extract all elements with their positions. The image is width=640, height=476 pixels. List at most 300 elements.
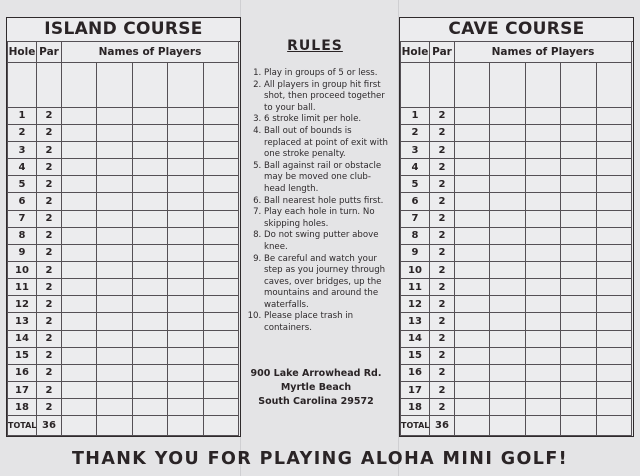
score-cell[interactable] — [62, 347, 97, 364]
total-score-cell[interactable] — [455, 416, 490, 436]
score-cell[interactable] — [490, 296, 525, 313]
hole-number: 7 — [401, 210, 430, 227]
score-cell[interactable] — [97, 193, 132, 210]
par-value: 2 — [430, 313, 455, 330]
hole-number: 9 — [8, 244, 37, 261]
score-cell[interactable] — [97, 399, 132, 416]
score-cell[interactable] — [490, 382, 525, 399]
total-score-cell[interactable] — [97, 416, 132, 436]
score-cell[interactable] — [490, 364, 525, 381]
score-cell[interactable] — [62, 330, 97, 347]
score-cell[interactable] — [168, 124, 203, 141]
score-cell[interactable] — [132, 262, 167, 279]
score-cell[interactable] — [490, 124, 525, 141]
score-cell[interactable] — [455, 227, 490, 244]
player-name-cell[interactable] — [490, 62, 525, 107]
score-cell[interactable] — [168, 176, 203, 193]
score-cell[interactable] — [168, 382, 203, 399]
total-score-cell[interactable] — [596, 416, 631, 436]
score-cell[interactable] — [525, 296, 560, 313]
score-cell[interactable] — [490, 142, 525, 159]
score-cell[interactable] — [561, 227, 596, 244]
score-cell[interactable] — [525, 347, 560, 364]
score-cell[interactable] — [132, 244, 167, 261]
score-cell[interactable] — [168, 399, 203, 416]
address-block — [236, 367, 396, 410]
table-row — [401, 330, 632, 347]
player-name-cell[interactable] — [62, 62, 97, 107]
table-row — [8, 142, 239, 159]
table-row — [8, 382, 239, 399]
par-header: Par — [430, 42, 455, 63]
score-cell[interactable] — [596, 262, 631, 279]
score-cell[interactable] — [62, 279, 97, 296]
score-cell[interactable] — [490, 159, 525, 176]
score-cell[interactable] — [596, 210, 631, 227]
score-cell[interactable] — [525, 279, 560, 296]
score-cell[interactable] — [455, 159, 490, 176]
hole-number: 17 — [401, 382, 430, 399]
score-cell[interactable] — [62, 244, 97, 261]
score-cell[interactable] — [596, 176, 631, 193]
score-cell[interactable] — [132, 142, 167, 159]
par-value: 2 — [430, 107, 455, 124]
score-cell[interactable] — [455, 382, 490, 399]
score-cell[interactable] — [525, 210, 560, 227]
score-cell[interactable] — [168, 227, 203, 244]
score-cell[interactable] — [168, 330, 203, 347]
hole-number: 9 — [401, 244, 430, 261]
par-value: 2 — [430, 193, 455, 210]
score-cell[interactable] — [132, 176, 167, 193]
score-cell[interactable] — [596, 330, 631, 347]
par-value: 2 — [37, 176, 62, 193]
par-value: 2 — [430, 347, 455, 364]
blank-cell — [430, 62, 455, 107]
table-row — [8, 296, 239, 313]
score-cell[interactable] — [525, 399, 560, 416]
table-row — [8, 244, 239, 261]
score-cell[interactable] — [561, 210, 596, 227]
score-cell[interactable] — [561, 124, 596, 141]
score-cell[interactable] — [455, 176, 490, 193]
par-value: 2 — [430, 176, 455, 193]
score-cell[interactable] — [203, 244, 238, 261]
score-cell[interactable] — [596, 399, 631, 416]
score-cell[interactable] — [168, 244, 203, 261]
par-header: Par — [37, 42, 62, 63]
hole-number: 6 — [8, 193, 37, 210]
score-cell[interactable] — [561, 399, 596, 416]
par-value: 2 — [37, 210, 62, 227]
player-names-row — [8, 62, 239, 107]
hole-number: 10 — [8, 262, 37, 279]
score-cell[interactable] — [203, 382, 238, 399]
total-label: TOTAL — [401, 416, 430, 436]
score-cell[interactable] — [62, 296, 97, 313]
total-score-cell[interactable] — [490, 416, 525, 436]
par-value: 2 — [430, 159, 455, 176]
score-cell[interactable] — [168, 142, 203, 159]
score-cell[interactable] — [97, 347, 132, 364]
score-cell[interactable] — [561, 159, 596, 176]
total-score-cell[interactable] — [525, 416, 560, 436]
score-cell[interactable] — [62, 193, 97, 210]
score-cell[interactable] — [455, 142, 490, 159]
score-cell[interactable] — [168, 262, 203, 279]
score-cell[interactable] — [455, 330, 490, 347]
score-cell[interactable] — [525, 330, 560, 347]
thank-you-banner: THANK YOU FOR PLAYING ALOHA MINI GOLF! — [71, 449, 569, 469]
par-value: 2 — [37, 107, 62, 124]
score-cell[interactable] — [490, 210, 525, 227]
rules-panel — [250, 38, 390, 335]
score-cell[interactable] — [132, 210, 167, 227]
score-cell[interactable] — [203, 279, 238, 296]
rule-item: 6. Ball nearest hole putts first. — [264, 196, 390, 208]
table-row — [401, 193, 632, 210]
score-cell[interactable] — [561, 244, 596, 261]
par-value: 2 — [37, 193, 62, 210]
score-cell[interactable] — [561, 107, 596, 124]
score-cell[interactable] — [561, 279, 596, 296]
player-name-cell[interactable] — [596, 62, 631, 107]
score-cell[interactable] — [62, 227, 97, 244]
hole-number: 8 — [401, 227, 430, 244]
blank-cell — [8, 62, 37, 107]
player-name-cell[interactable] — [455, 62, 490, 107]
score-cell[interactable] — [455, 364, 490, 381]
score-cell[interactable] — [490, 262, 525, 279]
table-row — [8, 347, 239, 364]
score-cell[interactable] — [203, 124, 238, 141]
score-cell[interactable] — [132, 347, 167, 364]
score-cell[interactable] — [561, 193, 596, 210]
score-cell[interactable] — [97, 124, 132, 141]
player-names-row — [401, 62, 632, 107]
score-cell[interactable] — [490, 279, 525, 296]
score-cell[interactable] — [596, 244, 631, 261]
score-cell[interactable] — [97, 244, 132, 261]
score-cell[interactable] — [561, 176, 596, 193]
par-value: 2 — [430, 399, 455, 416]
score-cell[interactable] — [62, 176, 97, 193]
score-cell[interactable] — [525, 107, 560, 124]
player-name-cell[interactable] — [132, 62, 167, 107]
score-cell[interactable] — [62, 364, 97, 381]
score-cell[interactable] — [455, 193, 490, 210]
par-value: 2 — [430, 262, 455, 279]
total-row — [8, 416, 239, 436]
table-row — [401, 296, 632, 313]
par-value: 2 — [37, 382, 62, 399]
score-cell[interactable] — [596, 382, 631, 399]
hole-number: 14 — [401, 330, 430, 347]
player-name-cell[interactable] — [97, 62, 132, 107]
score-cell[interactable] — [168, 159, 203, 176]
score-cell[interactable] — [455, 124, 490, 141]
rules-list — [250, 68, 390, 335]
score-cell[interactable] — [97, 296, 132, 313]
rule-item: 2. All players in group hit first shot, then proceed together to your ball. — [264, 80, 390, 115]
total-score-cell[interactable] — [62, 416, 97, 436]
player-name-cell[interactable] — [203, 62, 238, 107]
score-cell[interactable] — [168, 313, 203, 330]
hole-number: 1 — [401, 107, 430, 124]
score-cell[interactable] — [132, 124, 167, 141]
score-cell[interactable] — [455, 399, 490, 416]
score-cell[interactable] — [132, 296, 167, 313]
score-cell[interactable] — [62, 210, 97, 227]
score-cell[interactable] — [596, 279, 631, 296]
par-value: 2 — [37, 330, 62, 347]
score-cell[interactable] — [490, 193, 525, 210]
rule-item: 1. Play in groups of 5 or less. — [264, 68, 390, 80]
score-cell[interactable] — [203, 364, 238, 381]
score-cell[interactable] — [97, 159, 132, 176]
score-cell[interactable] — [490, 330, 525, 347]
par-value: 2 — [37, 296, 62, 313]
score-cell[interactable] — [455, 279, 490, 296]
score-cell[interactable] — [455, 347, 490, 364]
rules-title: RULES — [287, 38, 343, 54]
score-cell[interactable] — [203, 159, 238, 176]
island-course-table — [7, 41, 239, 436]
par-value: 2 — [37, 364, 62, 381]
hole-number: 1 — [8, 107, 37, 124]
score-cell[interactable] — [132, 382, 167, 399]
rule-item: 3. 6 stroke limit per hole. — [264, 114, 390, 126]
score-cell[interactable] — [168, 364, 203, 381]
score-cell[interactable] — [132, 313, 167, 330]
table-header-row — [8, 42, 239, 63]
player-name-cell[interactable] — [561, 62, 596, 107]
score-cell[interactable] — [97, 142, 132, 159]
score-cell[interactable] — [455, 210, 490, 227]
par-value: 2 — [37, 262, 62, 279]
score-cell[interactable] — [97, 364, 132, 381]
hole-number: 8 — [8, 227, 37, 244]
score-cell[interactable] — [561, 296, 596, 313]
score-cell[interactable] — [455, 296, 490, 313]
score-cell[interactable] — [203, 142, 238, 159]
score-cell[interactable] — [561, 330, 596, 347]
score-cell[interactable] — [97, 330, 132, 347]
par-value: 2 — [37, 399, 62, 416]
blank-cell — [37, 62, 62, 107]
score-cell[interactable] — [97, 313, 132, 330]
players-header: Names of Players — [62, 42, 239, 63]
hole-header: Hole — [8, 42, 37, 63]
score-cell[interactable] — [596, 142, 631, 159]
par-value: 2 — [430, 244, 455, 261]
score-cell[interactable] — [525, 244, 560, 261]
score-cell[interactable] — [203, 330, 238, 347]
island-course-title: ISLAND COURSE — [7, 18, 240, 42]
score-cell[interactable] — [525, 364, 560, 381]
table-row — [401, 364, 632, 381]
rule-item: 8. Do not swing putter above knee. — [264, 230, 390, 253]
score-cell[interactable] — [203, 227, 238, 244]
score-cell[interactable] — [525, 262, 560, 279]
par-value: 2 — [430, 296, 455, 313]
par-value: 2 — [430, 124, 455, 141]
table-row — [8, 227, 239, 244]
score-cell[interactable] — [203, 262, 238, 279]
score-cell[interactable] — [97, 227, 132, 244]
cave-course-scorecard — [399, 17, 634, 437]
table-row — [401, 382, 632, 399]
table-row — [401, 313, 632, 330]
score-cell[interactable] — [561, 364, 596, 381]
score-cell[interactable] — [97, 279, 132, 296]
score-cell[interactable] — [132, 107, 167, 124]
hole-number: 16 — [401, 364, 430, 381]
score-cell[interactable] — [62, 107, 97, 124]
total-score-cell[interactable] — [561, 416, 596, 436]
score-cell[interactable] — [97, 107, 132, 124]
table-row — [8, 193, 239, 210]
hole-number: 3 — [8, 142, 37, 159]
score-cell[interactable] — [132, 364, 167, 381]
score-cell[interactable] — [490, 244, 525, 261]
score-cell[interactable] — [525, 193, 560, 210]
score-cell[interactable] — [596, 227, 631, 244]
score-cell[interactable] — [132, 399, 167, 416]
par-value: 2 — [430, 364, 455, 381]
total-par: 36 — [430, 416, 455, 436]
players-header: Names of Players — [455, 42, 632, 63]
hole-number: 11 — [401, 279, 430, 296]
hole-number: 15 — [8, 347, 37, 364]
table-row — [401, 347, 632, 364]
score-cell[interactable] — [596, 313, 631, 330]
score-cell[interactable] — [455, 262, 490, 279]
hole-number: 3 — [401, 142, 430, 159]
score-cell[interactable] — [203, 176, 238, 193]
score-cell[interactable] — [596, 124, 631, 141]
player-name-cell[interactable] — [525, 62, 560, 107]
score-cell[interactable] — [62, 399, 97, 416]
table-row — [401, 244, 632, 261]
cave-course-title: CAVE COURSE — [400, 18, 633, 42]
player-name-cell[interactable] — [168, 62, 203, 107]
score-cell[interactable] — [525, 382, 560, 399]
hole-number: 5 — [8, 176, 37, 193]
score-cell[interactable] — [97, 382, 132, 399]
score-cell[interactable] — [62, 124, 97, 141]
score-cell[interactable] — [203, 296, 238, 313]
par-value: 2 — [430, 210, 455, 227]
hole-number: 2 — [401, 124, 430, 141]
score-cell[interactable] — [132, 227, 167, 244]
score-cell[interactable] — [168, 107, 203, 124]
blank-cell — [401, 62, 430, 107]
score-cell[interactable] — [132, 159, 167, 176]
table-row — [401, 176, 632, 193]
score-cell[interactable] — [455, 244, 490, 261]
table-row — [8, 210, 239, 227]
par-value: 2 — [37, 279, 62, 296]
score-cell[interactable] — [168, 210, 203, 227]
table-row — [401, 279, 632, 296]
score-cell[interactable] — [490, 227, 525, 244]
par-value: 2 — [37, 313, 62, 330]
score-cell[interactable] — [168, 296, 203, 313]
score-cell[interactable] — [490, 176, 525, 193]
par-value: 2 — [37, 227, 62, 244]
score-cell[interactable] — [490, 313, 525, 330]
score-cell[interactable] — [62, 262, 97, 279]
score-cell[interactable] — [596, 347, 631, 364]
hole-number: 13 — [8, 313, 37, 330]
rule-item: 5. Ball against rail or obstacle may be moved one club-head length. — [264, 161, 390, 196]
score-cell[interactable] — [525, 142, 560, 159]
table-row — [8, 364, 239, 381]
score-cell[interactable] — [203, 193, 238, 210]
score-cell[interactable] — [97, 262, 132, 279]
score-cell[interactable] — [596, 364, 631, 381]
score-cell[interactable] — [525, 176, 560, 193]
score-cell[interactable] — [203, 399, 238, 416]
score-cell[interactable] — [62, 142, 97, 159]
score-cell[interactable] — [561, 347, 596, 364]
score-cell[interactable] — [97, 176, 132, 193]
score-cell[interactable] — [168, 193, 203, 210]
score-cell[interactable] — [596, 193, 631, 210]
island-course-scorecard — [6, 17, 241, 437]
score-cell[interactable] — [203, 313, 238, 330]
score-cell[interactable] — [132, 193, 167, 210]
par-value: 2 — [430, 279, 455, 296]
score-cell[interactable] — [62, 159, 97, 176]
score-cell[interactable] — [62, 382, 97, 399]
score-cell[interactable] — [203, 210, 238, 227]
score-cell[interactable] — [525, 124, 560, 141]
score-cell[interactable] — [561, 262, 596, 279]
score-cell[interactable] — [490, 107, 525, 124]
score-cell[interactable] — [97, 210, 132, 227]
score-cell[interactable] — [525, 159, 560, 176]
table-row — [401, 159, 632, 176]
hole-number: 10 — [401, 262, 430, 279]
score-cell[interactable] — [561, 313, 596, 330]
score-cell[interactable] — [525, 313, 560, 330]
score-cell[interactable] — [596, 107, 631, 124]
score-cell[interactable] — [168, 279, 203, 296]
score-cell[interactable] — [455, 107, 490, 124]
score-cell[interactable] — [596, 296, 631, 313]
score-cell[interactable] — [490, 347, 525, 364]
total-score-cell[interactable] — [168, 416, 203, 436]
score-cell[interactable] — [168, 347, 203, 364]
score-cell[interactable] — [203, 347, 238, 364]
score-cell[interactable] — [455, 313, 490, 330]
hole-number: 15 — [401, 347, 430, 364]
score-cell[interactable] — [203, 107, 238, 124]
total-score-cell[interactable] — [203, 416, 238, 436]
score-cell[interactable] — [525, 227, 560, 244]
score-cell[interactable] — [561, 382, 596, 399]
score-cell[interactable] — [62, 313, 97, 330]
score-cell[interactable] — [596, 159, 631, 176]
score-cell[interactable] — [490, 399, 525, 416]
table-row — [8, 262, 239, 279]
score-cell[interactable] — [132, 279, 167, 296]
score-cell[interactable] — [561, 142, 596, 159]
score-cell[interactable] — [132, 330, 167, 347]
total-score-cell[interactable] — [132, 416, 167, 436]
